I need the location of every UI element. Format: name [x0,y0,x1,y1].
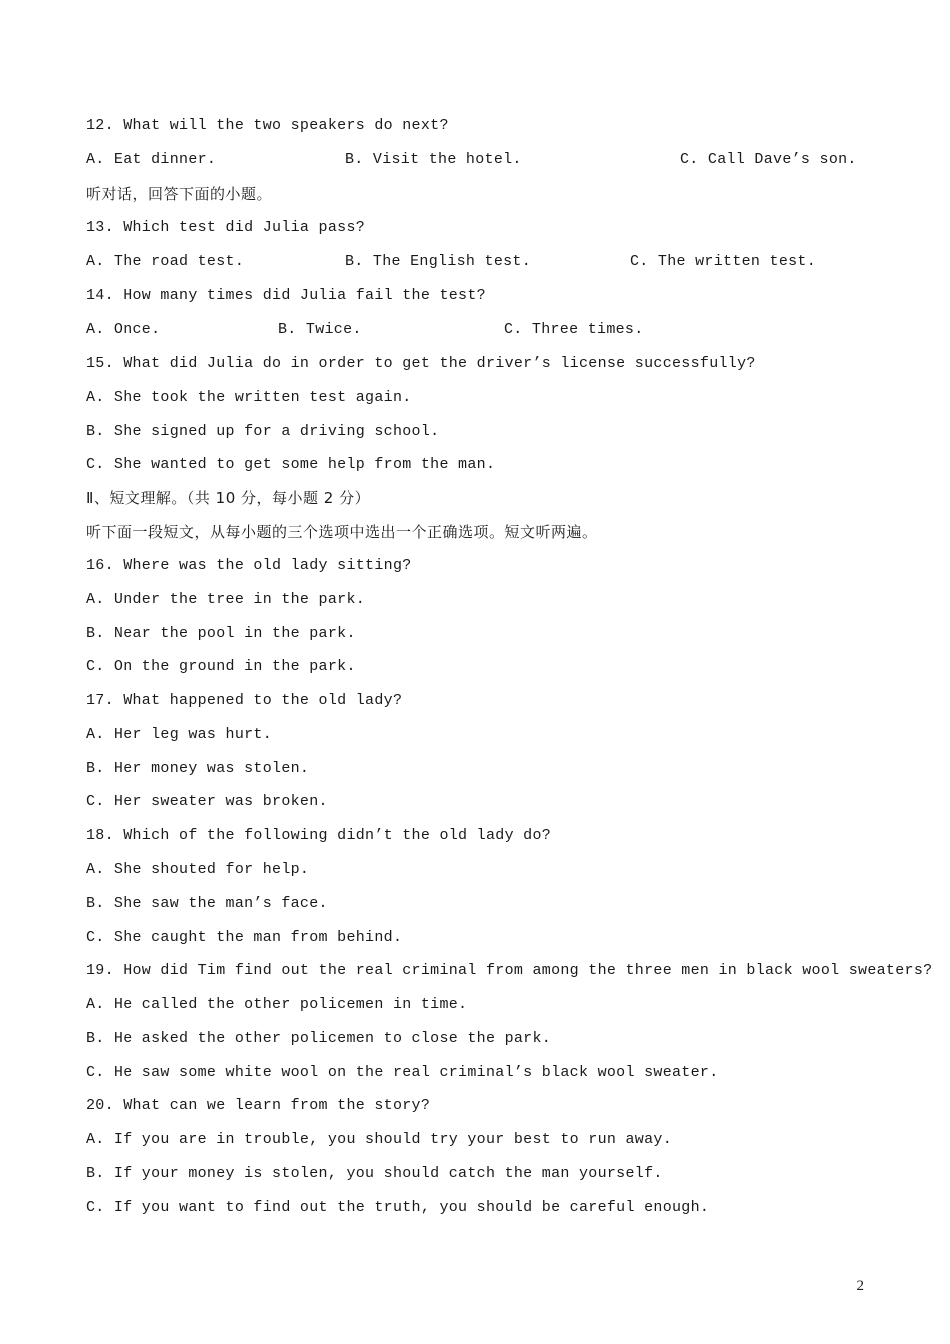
question-20: 20. What can we learn from the story? [86,1097,431,1114]
q15-option-c: C. She wanted to get some help from the man. [86,456,496,473]
q16-option-b: B. Near the pool in the park. [86,625,356,642]
question-19: 19. How did Tim find out the real criminal from among the three men in black wool sweaters? [86,962,933,979]
q20-option-a: A. If you are in trouble, you should try your best to run away. [86,1131,672,1148]
q12-option-c: C. Call Dave’s son. [680,151,857,168]
q19-option-c: C. He saw some white wool on the real criminal’s black wool sweater. [86,1064,719,1081]
q13-option-a: A. The road test. [86,253,245,270]
question-17: 17. What happened to the old lady? [86,692,403,709]
q18-option-c: C. She caught the man from behind. [86,929,403,946]
page-number: 2 [856,1278,864,1294]
q19-option-a: A. He called the other policemen in time. [86,996,468,1013]
q12-option-a: A. Eat dinner. [86,151,217,168]
section-2-title: Ⅱ、短文理解。（共 10 分，每小题 2 分） [86,489,371,507]
q15-option-b: B. She signed up for a driving school. [86,423,440,440]
q19-option-b: B. He asked the other policemen to close the park. [86,1030,552,1047]
q17-option-a: A. Her leg was hurt. [86,726,273,743]
section-2-instruction: 听下面一段短文，从每小题的三个选项中选出一个正确选项。短文听两遍。 [86,523,598,541]
q14-option-c: C. Three times. [504,321,644,338]
q13-option-b: B. The English test. [345,253,532,270]
question-16: 16. Where was the old lady sitting? [86,557,412,574]
question-18: 18. Which of the following didn’t the old lady do? [86,827,552,844]
q12-option-b: B. Visit the hotel. [345,151,522,168]
question-15: 15. What did Julia do in order to get the driver’s license successfully? [86,355,756,372]
q15-option-a: A. She took the written test again. [86,389,412,406]
q16-option-c: C. On the ground in the park. [86,658,356,675]
q17-option-c: C. Her sweater was broken. [86,793,328,810]
q20-option-c: C. If you want to find out the truth, you should be careful enough. [86,1199,710,1216]
question-12: 12. What will the two speakers do next? [86,117,449,134]
question-14: 14. How many times did Julia fail the test? [86,287,486,304]
question-13: 13. Which test did Julia pass? [86,219,366,236]
q18-option-a: A. She shouted for help. [86,861,310,878]
q16-option-a: A. Under the tree in the park. [86,591,366,608]
q17-option-b: B. Her money was stolen. [86,760,310,777]
dialogue-instruction: 听对话，回答下面的小题。 [86,185,273,203]
q14-option-a: A. Once. [86,321,161,338]
q14-option-b: B. Twice. [278,321,362,338]
q18-option-b: B. She saw the man’s face. [86,895,328,912]
q20-option-b: B. If your money is stolen, you should catch the man yourself. [86,1165,663,1182]
q13-option-c: C. The written test. [630,253,817,270]
